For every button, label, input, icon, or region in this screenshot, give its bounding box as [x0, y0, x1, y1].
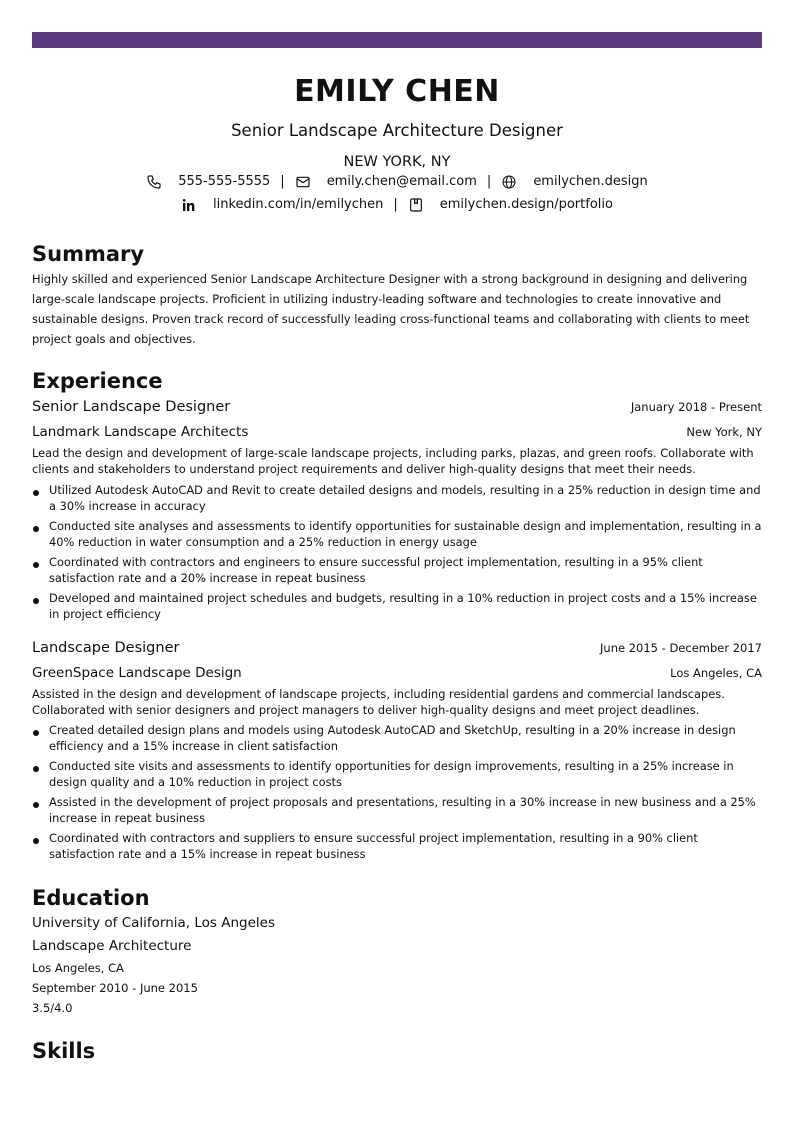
skills-heading: Skills [32, 1039, 96, 1063]
list-item: Utilized Autodesk AutoCAD and Revit to create detailed designs and models, resulting in a 25% reduction in design time and a 30% increase in accuracy [32, 482, 762, 514]
portfolio-text: emilychen.design/portfolio [439, 197, 613, 212]
job-achievements [32, 482, 762, 626]
list-item: Created detailed design plans and models using Autodesk AutoCAD and SketchUp, resulting in a 20% increase in design efficiency and a 15% increase in client satisfaction [32, 722, 762, 754]
contact-phone[interactable] [146, 173, 270, 191]
contact-separator: | [393, 197, 398, 212]
job-company: GreenSpace Landscape Design [32, 665, 242, 681]
job-achievements [32, 722, 762, 866]
job-company: Landmark Landscape Architects [32, 424, 249, 440]
contact-separator: | [486, 174, 492, 189]
accent-bar [32, 32, 762, 48]
education-dates: September 2010 - June 2015 [32, 981, 198, 995]
website-text: emilychen.design [533, 174, 648, 189]
experience-heading: Experience [32, 369, 163, 393]
job-location: New York, NY [686, 425, 762, 439]
summary-heading: Summary [32, 242, 145, 266]
candidate-title: Senior Landscape Architecture Designer [231, 121, 563, 140]
job-dates: June 2015 - December 2017 [600, 641, 762, 655]
list-item: Coordinated with contractors and engineers to ensure successful project implementation, resulting in a 95% client satisfaction rate and a 20% increase in repeat business [32, 554, 762, 586]
list-item: Conducted site analyses and assessments to identify opportunities for sustainable design and implementation, resulting in a 40% reduction in water consumption and a 25% reduction in energy usage [32, 518, 762, 550]
email-text: emily.chen@email.com [326, 174, 477, 189]
phone-text: 555-555-5555 [178, 174, 271, 189]
linkedin-text: linkedin.com/in/emilychen [213, 197, 384, 212]
contact-row-secondary [32, 196, 762, 214]
linkedin-icon [181, 197, 197, 213]
job-location: Los Angeles, CA [670, 666, 762, 680]
contact-email[interactable] [295, 173, 477, 191]
contact-website[interactable] [501, 173, 647, 191]
contact-row-primary [32, 173, 762, 191]
list-item: Conducted site visits and assessments to identify opportunities for design improvements, resulting in a 25% increase in design quality and a 10% reduction in project costs [32, 758, 762, 790]
contact-linkedin[interactable] [181, 196, 383, 214]
contact-separator: | [280, 174, 285, 189]
job-description: Assisted in the design and development of landscape projects, including residential gardens and commercial landscapes. Collaborated with senior designers and project managers to deliver high-quality designs and meet project deadlines. [32, 687, 725, 717]
email-icon [295, 174, 311, 190]
contact-portfolio[interactable] [408, 196, 613, 214]
job-description: Lead the design and development of large-scale landscape projects, including parks, plazas, and green roofs. Collaborate with clients and stakeholders to understand project requirements and deliver high-quality designs that meet their needs. [32, 446, 754, 476]
candidate-name: EMILY CHEN [294, 74, 500, 109]
education-gpa: 3.5/4.0 [32, 1001, 73, 1015]
portfolio-icon [408, 197, 424, 213]
list-item: Coordinated with contractors and suppliers to ensure successful project implementation, resulting in a 90% client satisfaction rate and a 15% increase in repeat business [32, 830, 762, 862]
education-location: Los Angeles, CA [32, 961, 124, 975]
job-dates: January 2018 - Present [630, 400, 762, 414]
phone-icon [146, 174, 162, 190]
list-item: Assisted in the development of project proposals and presentations, resulting in a 30% increase in new business and a 25% increase in repeat business [32, 794, 762, 826]
candidate-location: NEW YORK, NY [343, 154, 451, 170]
summary-text: Highly skilled and experienced Senior Landscape Architecture Designer with a strong background in designing and delivering large-scale landscape projects. Proficient in utilizing industry-leading software and technologies to create innovative and sustainable designs. Proven track record of successfully leading cross-functional teams and collaborating with clients to meet project goals and objectives. [32, 272, 750, 346]
job-title: Senior Landscape Designer [32, 399, 231, 415]
education-heading: Education [32, 886, 150, 910]
globe-icon [501, 174, 517, 190]
job-title: Landscape Designer [32, 640, 180, 656]
education-degree: Landscape Architecture [32, 938, 192, 954]
education-school: University of California, Los Angeles [32, 915, 276, 931]
list-item: Developed and maintained project schedules and budgets, resulting in a 10% reduction in project costs and a 15% increase in project efficiency [32, 590, 762, 622]
